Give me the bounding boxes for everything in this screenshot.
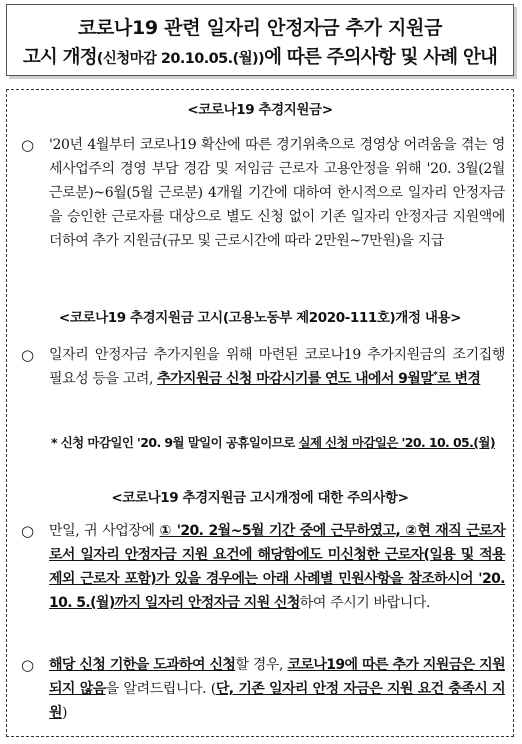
title-line2-prefix: 고시 개정 bbox=[22, 47, 97, 68]
footnote-text: 신청 마감일인 '20. 9월 말일이 공휴일이므로 bbox=[60, 435, 299, 450]
section1-paragraph: '20년 4월부터 코로나19 확산에 따른 경기위축으로 경영상 어려움을 겪는 영세사업주의 경영 부담 경감 및 저임금 근로자 고용안정을 위해 '20. 3월(2월 근로분)~6월(5월 근로분) 4개월 기간에 대하여 한시적으로 일자리 안정자금을 승인한 근로자를 대상으로 별도 신청 없이 기존 일자리 안정자금 지원액에 더하여 추가 지원금(규모 및 근로시간에 따라 2만원~7만원)을 지급 bbox=[49, 137, 505, 249]
title-deadline: (신청마감 20.10.05.(월)) bbox=[96, 51, 265, 67]
deadline-footnote bbox=[51, 433, 511, 451]
title-box bbox=[6, 4, 514, 76]
existing-support-emphasis: 단, 기존 일자리 안정 자금은 지원 요건 충족시 지원 bbox=[49, 681, 505, 721]
no-support-emphasis: 코로나19에 따른 추가 지원금은 지원되지 않음 bbox=[49, 657, 505, 697]
section2-heading: <코로나19 추경지원금 고시(고용노동부 제2020-111호)개정 내용> bbox=[58, 310, 462, 326]
section3-paragraph1-emphasis: ① '20. 2월~5월 기간 중에 근무하였고, ②현 재직 근로자로서 일자리 안정자금 지원 요건에 해당함에도 미신청한 근로자(일용 및 적용제외 근로자 포함)가 있을 경우에는 아래 사례별 민원사항을 참조하시어 '20. 10. 5.(월)까지 일자리 안정자금 지원 신청 bbox=[49, 523, 505, 611]
section3-paragraph1: 만일, 귀 사업장에 ① '20. 2월~5월 기간 중에 근무하였고, ②현 재직 근로자로서 일자리 안정자금 지원 요건에 해당함에도 미신청한 근로자(일용 및 적용제외 근로자 포함)가 있을 경우에는 아래 사례별 민원사항을 참조하시어 '20. 10. 5.(월)까지 일자리 안정자금 지원 신청하여 주시기 바랍니다. bbox=[49, 523, 505, 611]
section1-bullet: ○ bbox=[21, 136, 35, 154]
section3-heading: <코로나19 추경지원금 고시개정에 대한 주의사항> bbox=[111, 490, 409, 506]
section1-heading: <코로나19 추경지원금> bbox=[187, 102, 333, 118]
page-title-line2 bbox=[7, 43, 513, 69]
section3-bullet1: ○ bbox=[21, 522, 35, 540]
title-line2-suffix: 에 따른 주의사항 및 사례 안내 bbox=[264, 47, 498, 68]
section3-bullet2: ○ bbox=[21, 656, 35, 674]
section2-bullet: ○ bbox=[21, 346, 35, 364]
notice-content-box bbox=[6, 89, 514, 737]
section2-text: 일자리 안정자금 추가지원을 위해 마련된 코로나19 추가지원금의 조기집행 필요성 등을 고려, bbox=[49, 347, 505, 387]
footnote-mark: * bbox=[51, 435, 57, 450]
footnote-deadline: 실제 신청 마감일은 '20. 10. 05.(월) bbox=[298, 435, 496, 450]
late-application-emphasis: 해당 신청 기한을 도과하여 신청 bbox=[49, 657, 236, 673]
page-title-line1: 코로나19 관련 일자리 안정자금 추가 지원금 bbox=[77, 17, 443, 39]
section2-emphasis: 추가지원금 신청 마감시기를 연도 내에서 9월말*로 변경 bbox=[157, 370, 481, 387]
section3-paragraph2: 해당 신청 기한을 도과하여 신청할 경우, 코로나19에 따른 추가 지원금은 지원되지 않음을 알려드립니다. (단, 기존 일자리 안정 자금은 지원 요건 충족시 지원) bbox=[49, 657, 505, 721]
section2-paragraph bbox=[49, 343, 505, 391]
